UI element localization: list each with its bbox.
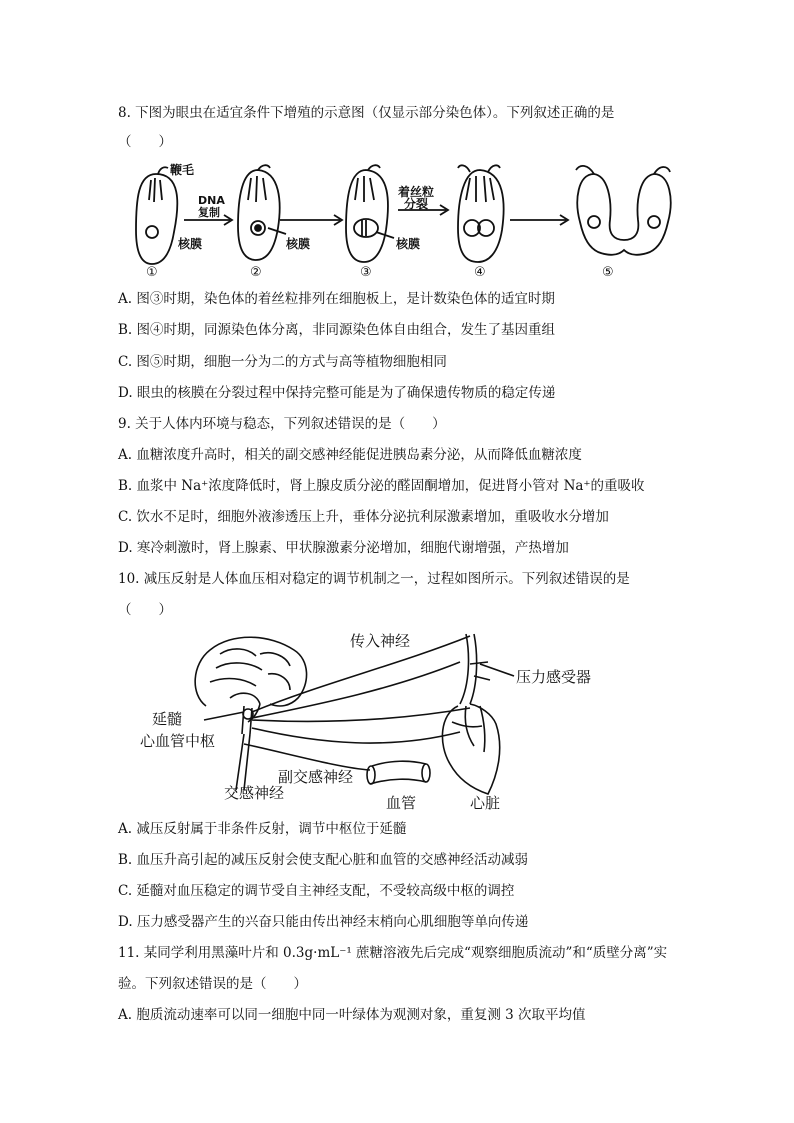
dna-label: DNA — [198, 194, 225, 207]
euglena-division-figure — [118, 160, 678, 280]
step-1: ① — [146, 265, 158, 280]
q9-option-a: A. 血糖浓度升高时，相关的副交感神经能促进胰岛素分泌，从而降低血糖浓度 — [118, 447, 582, 463]
q11-stem-line-1: 11. 某同学利用黑藻叶片和 0.3g·mL⁻¹ 蔗糖溶液先后完成“观察细胞质流动”和“质壁分离”实 — [118, 945, 668, 961]
heart-label: 心脏 — [470, 794, 501, 812]
q8-answer-paren: （ ） — [118, 134, 172, 150]
membrane-label-2: 核膜 — [286, 237, 311, 251]
q8-option-b: B. 图④时期，同源染色体分离，非同源染色体自由组合，发生了基因重组 — [118, 322, 556, 338]
membrane-label-1: 核膜 — [178, 237, 203, 251]
q8-option-c: C. 图⑤时期，细胞一分为二的方式与高等植物细胞相同 — [118, 354, 447, 370]
baroreflex-figure — [140, 624, 620, 814]
cardiovascular-center-label: 心血管中枢 — [140, 732, 216, 750]
q8-option-a: A. 图③时期，染色体的着丝粒排列在细胞板上，是计数染色体的适宜时期 — [118, 291, 555, 307]
q10-option-c: C. 延髓对血压稳定的调节受自主神经支配，不受较高级中枢的调控 — [118, 883, 515, 899]
q11-option-a: A. 胞质流动速率可以同一细胞中同一叶绿体为观测对象，重复测 3 次取平均值 — [118, 1007, 586, 1023]
q11-stem-line-2: 验。下列叙述错误的是（ ） — [118, 976, 307, 992]
sympathetic-nerve-label: 交感神经 — [224, 784, 285, 802]
q8-option-d: D. 眼虫的核膜在分裂过程中保持完整可能是为了确保遗传物质的稳定传递 — [118, 385, 556, 401]
q9-stem: 9. 关于人体内环境与稳态，下列叙述错误的是（ ） — [118, 416, 446, 432]
q9-option-d: D. 寒冷刺激时，肾上腺素、甲状腺激素分泌增加，细胞代谢增强，产热增加 — [118, 540, 569, 556]
q10-option-d: D. 压力感受器产生的兴奋只能由传出神经末梢向心肌细胞等单向传递 — [118, 914, 529, 930]
q10-stem: 10. 减压反射是人体血压相对稳定的调节机制之一，过程如图所示。下列叙述错误的是 — [118, 571, 630, 587]
replicate-label: 复制 — [198, 206, 220, 219]
membrane-label-3: 核膜 — [396, 237, 421, 251]
step-4: ④ — [474, 265, 486, 280]
q8-stem: 8. 下图为眼虫在适宜条件下增殖的示意图（仅显示部分染色体）。下列叙述正确的是 — [118, 105, 615, 121]
step-5: ⑤ — [602, 265, 614, 280]
vessel-label: 血管 — [386, 794, 417, 812]
q10-option-a: A. 减压反射属于非条件反射，调节中枢位于延髓 — [118, 821, 407, 837]
centromere-label: 着丝粒 — [398, 185, 435, 199]
q10-option-b: B. 血压升高引起的减压反射会使支配心脏和血管的交感神经活动减弱 — [118, 852, 529, 868]
step-2: ② — [250, 265, 262, 280]
medulla-label: 延髓 — [152, 710, 183, 728]
afferent-nerve-label: 传入神经 — [350, 632, 411, 650]
q10-answer-paren: （ ） — [118, 602, 172, 618]
split-label: 分裂 — [404, 197, 429, 211]
flagellum-label: 鞭毛 — [170, 163, 195, 177]
parasympathetic-nerve-label: 副交感神经 — [278, 768, 354, 786]
baroreceptor-label: 压力感受器 — [516, 668, 592, 686]
step-3: ③ — [360, 265, 372, 280]
q9-option-c: C. 饮水不足时，细胞外液渗透压上升，垂体分泌抗利尿激素增加，重吸收水分增加 — [118, 509, 609, 525]
q9-option-b: B. 血浆中 Na⁺浓度降低时，肾上腺皮质分泌的醛固酮增加，促进肾小管对 Na⁺的重吸收 — [118, 478, 645, 494]
